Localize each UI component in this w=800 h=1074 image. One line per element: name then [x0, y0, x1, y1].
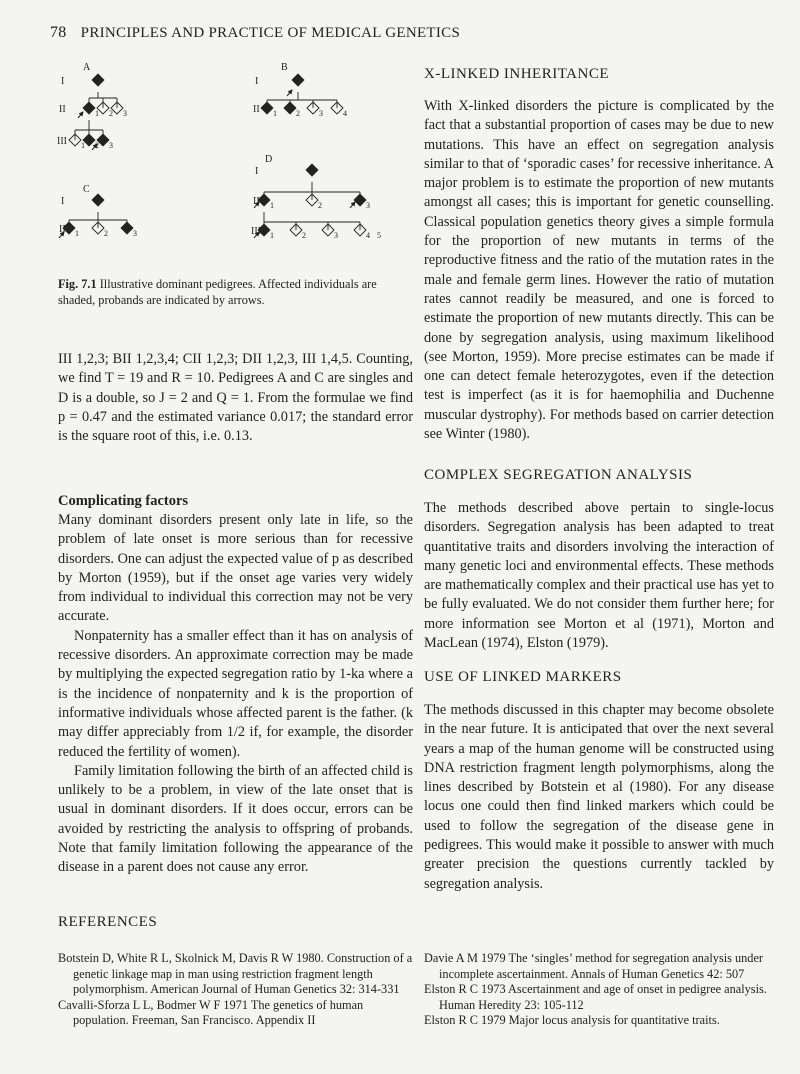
svg-text:D: D: [265, 154, 273, 165]
paragraph: III 1,2,3; BII 1,2,3,4; CII 1,2,3; DII 1,2,3, III 1,4,5. Counting, we find T = 19 and R = 10. Pedigrees A and C are singles and D is a double, so J = 2 and Q = 1. From the formulae we find p = 0.47 and the estimated variance 0.017; the standard error is the square root of this, i.e. 0.13.: [58, 351, 413, 445]
figure-caption: [58, 276, 403, 308]
svg-text:I: I: [255, 76, 259, 87]
svg-text:II: II: [253, 104, 260, 115]
svg-text:I: I: [255, 166, 259, 177]
svg-text:2: 2: [318, 201, 322, 210]
svg-text:2: 2: [104, 229, 108, 238]
paragraph: The methods discussed in this chapter may become obsolete in the near future. It is anticipated that over the next several years a map of the human genome will be constructed using DNA restriction fragment length polymorphisms, along the lines described by Botstein et al (1980). For any disease locus one could then find linked markers which could be used to follow the segregation of the disease gene in pedigrees. This would make it possible to answer with much greater precision the questions currently tackled by segregation analysis.: [424, 702, 774, 892]
paragraph: Nonpaternity has a smaller effect than it has on analysis of recessive disorders. An approximate correction may be made by multiplying the expected segregation ratio by 1-ka where a is the incidence of nonpaternity and k is the proportion of informative individuals whose affected parent is the father. (k may differ appreciably from 1/2 if, for example, the disorder reduced the fertility of women).: [58, 627, 413, 760]
svg-text:II: II: [59, 104, 66, 115]
paragraph: Family limitation following the birth of an affected child is unlikely to be a problem, in view of the late onset that is usual in dominant disorders. If it does occur, errors can be avoided by restricting the analysis to offspring of probands. Note that family limitation following the appearance of the disease in a parent does not cause any error.: [58, 762, 413, 876]
svg-text:3: 3: [109, 141, 113, 150]
svg-text:4: 4: [343, 109, 347, 118]
svg-text:1: 1: [95, 109, 99, 118]
left-column-intro: [58, 350, 413, 446]
references-left: [58, 951, 413, 1029]
references-right: [424, 951, 774, 1029]
svg-text:1: 1: [75, 229, 79, 238]
left-column-complicating: [58, 493, 413, 878]
section-heading: Complicating factors: [58, 493, 189, 509]
svg-text:3: 3: [334, 231, 338, 240]
svg-text:II: II: [59, 224, 66, 235]
svg-text:4: 4: [366, 231, 370, 240]
paragraph: Many dominant disorders present only late in life, so the problem of late onset is more serious than for recessive disorders. One can adjust the expected value of p as described by Morton (1959), but if the onset age varies very widely from individual to individual this correction may not be very accurate.: [58, 512, 413, 625]
paragraph: With X-linked disorders the picture is complicated by the fact that a substantial proportion of cases may be due to new mutations. This have an effect on segregation analysis similar to that of ‘sporadic cases’ for recessive inheritance. A major problem is to estimate the proportion of new mutants amongst all cases; this is important for genetic counselling. Classical population genetics theory gives a simple formula for the proportion of new mutants in terms of the reproductive fitness and the ratio of the mutation rates in the male and female germ lines. However the ratio of mutation rates cannot readily be measured, and one is forced to estimate the proportion of new mutants directly. This can be done by segregation analysis, using maximum likelihood (see Morton, 1959). More precise estimates can be made if one can detect female heterozygotes, even if the detection test is imperfect (as it is for haemophilia and Duchenne muscular dystrophy). For methods based on carrier detection see Winter (1980).: [424, 98, 774, 443]
section-linked-markers: [424, 669, 774, 894]
running-header: [50, 24, 460, 42]
references-heading: REFERENCES: [58, 914, 158, 930]
svg-text:3: 3: [366, 201, 370, 210]
pedigree-figure: [55, 60, 415, 270]
svg-text:III: III: [57, 136, 67, 147]
figure-label: Fig. 7.1: [58, 277, 97, 291]
reference-item: Elston R C 1979 Major locus analysis for quantitative traits.: [424, 1013, 720, 1028]
svg-text:3: 3: [123, 109, 127, 118]
page-number: 78: [50, 24, 67, 41]
svg-text:1: 1: [81, 141, 85, 150]
paragraph: The methods described above pertain to single-locus disorders. Segregation analysis has been adapted to treat quantitative traits and disorders involving the interaction of many genetic loci and environmental effects. These methods are mathematically complex and their practical use has yet to be fully evaluated. We do not consider them further here; for more information see Morton et al (1971), Morton and MacLean (1974), Elston (1979).: [424, 500, 774, 652]
svg-text:A: A: [83, 62, 91, 73]
svg-text:2: 2: [296, 109, 300, 118]
section-xlinked: [424, 66, 774, 444]
svg-text:2: 2: [302, 231, 306, 240]
svg-text:1: 1: [270, 201, 274, 210]
section-complex: [424, 467, 774, 653]
svg-text:II: II: [253, 196, 260, 207]
figure-caption-text: Illustrative dominant pedigrees. Affected individuals are shaded, probands are indicated by arrows.: [58, 277, 377, 307]
reference-item: Botstein D, White R L, Skolnick M, Davis R W 1980. Construction of a genetic linkage map in man using restriction fragment length polymorphism. American Journal of Human Genetics 32: 314-331: [58, 951, 413, 997]
svg-text:B: B: [281, 62, 288, 73]
svg-text:I: I: [61, 196, 65, 207]
unaffected-individual: [69, 102, 366, 236]
svg-text:I: I: [61, 76, 65, 87]
section-heading: COMPLEX SEGREGATION ANALYSIS: [424, 467, 693, 483]
reference-item: Davie A M 1979 The ‘singles’ method for segregation analysis under incomplete ascertainment. Annals of Human Genetics 42: 507: [424, 951, 764, 981]
svg-text:III: III: [251, 226, 261, 237]
svg-text:C: C: [83, 184, 90, 195]
svg-text:2: 2: [109, 109, 113, 118]
running-title: PRINCIPLES AND PRACTICE OF MEDICAL GENETICS: [80, 25, 461, 41]
reference-item: Elston R C 1973 Ascertainment and age of onset in pedigree analysis. Human Heredity 23: 105-112: [424, 982, 767, 1012]
reference-item: Cavalli-Sforza L L, Bodmer W F 1971 The genetics of human population. Freeman, San Francisco. Appendix II: [58, 997, 364, 1028]
svg-text:1: 1: [273, 109, 277, 118]
svg-text:3: 3: [319, 109, 323, 118]
section-heading: USE OF LINKED MARKERS: [424, 669, 622, 685]
svg-text:1: 1: [270, 231, 274, 240]
svg-text:5: 5: [377, 231, 381, 240]
generation-labels: [57, 76, 261, 237]
section-heading: X-LINKED INHERITANCE: [424, 66, 610, 82]
svg-text:3: 3: [133, 229, 137, 238]
svg-text:2: 2: [95, 141, 99, 150]
